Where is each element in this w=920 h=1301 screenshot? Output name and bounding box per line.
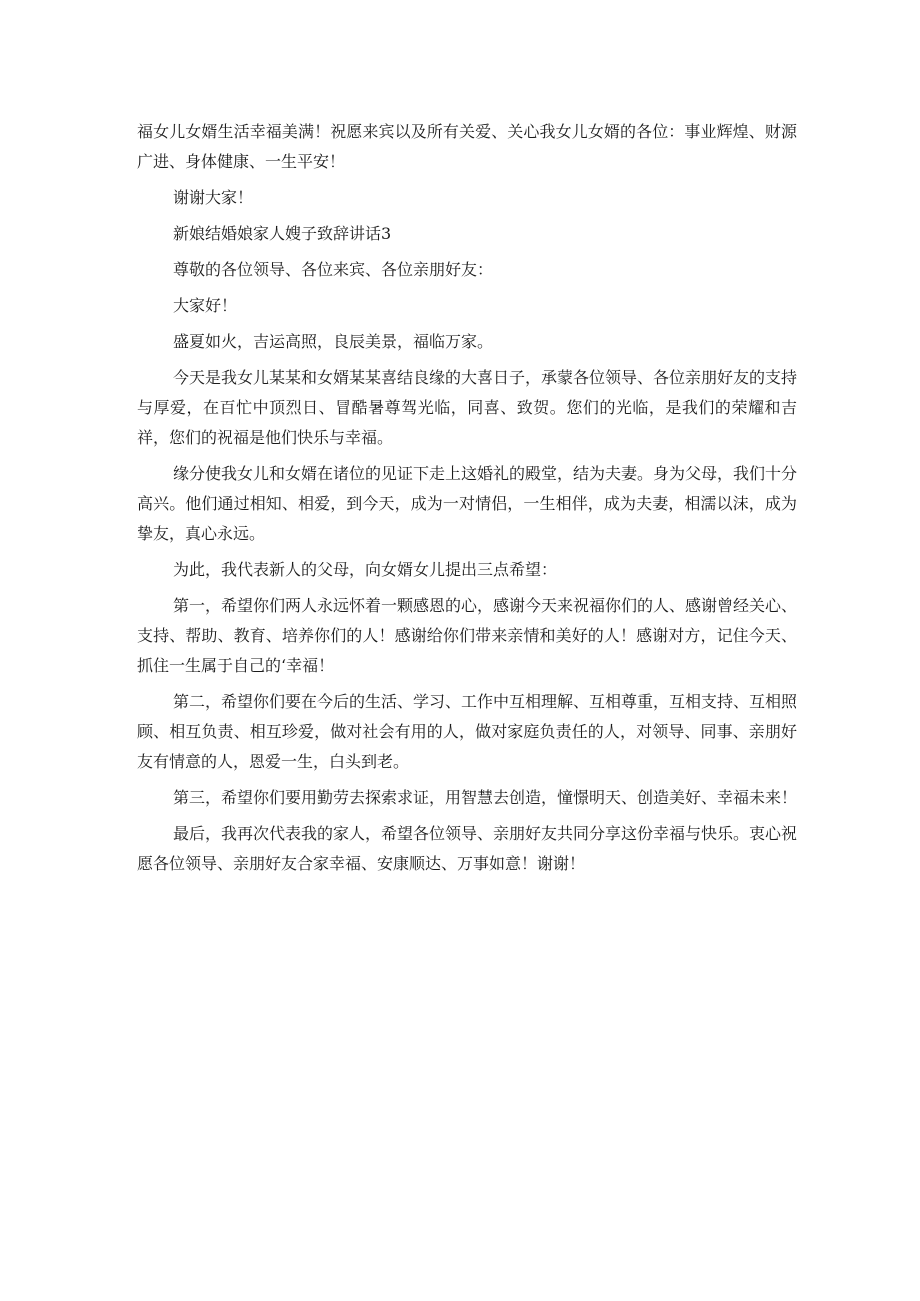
paragraph-continuation: 福女儿女婿生活幸福美满！祝愿来宾以及所有关爱、关心我女儿女婿的各位：事业辉煌、财源广进、身体健康、一生平安！ <box>137 122 797 171</box>
paragraph-opening: 盛夏如火，吉运高照，良辰美景，福临万家。 <box>173 332 494 351</box>
paragraph-today: 今天是我女儿某某和女婿某某喜结良缘的大喜日子，承蒙各位领导、各位亲朋好友的支持与厚爱，在百忙中顶烈日、冒酷暑尊驾光临，同喜、致贺。您们的光临，是我们的荣耀和吉祥，您们的祝福是他们快乐与幸福。 <box>137 368 798 447</box>
paragraph-hope-first: 第一，希望你们两人永远怀着一颗感恩的心，感谢今天来祝福你们的人、感谢曾经关心、支持、帮助、教育、培养你们的人！感谢给你们带来亲情和美好的人！感谢对方，记住今天、抓住一生属于自己的‘幸福！ <box>137 596 798 675</box>
paragraph-fate: 缘分使我女儿和女婿在诸位的见证下走上这婚礼的殿堂，结为夫妻。身为父母，我们十分高兴。他们通过相知、相爱，到今天，成为一对情侣，一生相伴，成为夫妻，相濡以沫，成为挚友，真心永远。 <box>137 464 798 543</box>
document-page <box>137 117 797 885</box>
paragraph-hopes-intro: 为此，我代表新人的父母，向女婿女儿提出三点希望： <box>173 560 558 579</box>
paragraph-thanks: 谢谢大家！ <box>173 188 254 207</box>
paragraph-closing: 最后，我再次代表我的家人，希望各位领导、亲朋好友共同分享这份幸福与快乐。衷心祝愿各位领导、亲朋好友合家幸福、安康顺达、万事如意！谢谢！ <box>137 824 798 873</box>
speech-title: 新娘结婚娘家人嫂子致辞讲话3 <box>173 224 392 243</box>
salutation: 尊敬的各位领导、各位来宾、各位亲朋好友： <box>173 260 494 279</box>
paragraph-hope-second: 第二，希望你们要在今后的生活、学习、工作中互相理解、互相尊重，互相支持、互相照顾、相互负责、相互珍爱，做对社会有用的人，做对家庭负责任的人，对领导、同事、亲朋好友有情意的人，恩爱一生，白头到老。 <box>137 692 798 771</box>
greeting: 大家好！ <box>173 296 238 315</box>
paragraph-hope-third: 第三，希望你们要用勤劳去探索求证，用智慧去创造，憧憬明天、创造美好、幸福未来！ <box>173 788 798 807</box>
